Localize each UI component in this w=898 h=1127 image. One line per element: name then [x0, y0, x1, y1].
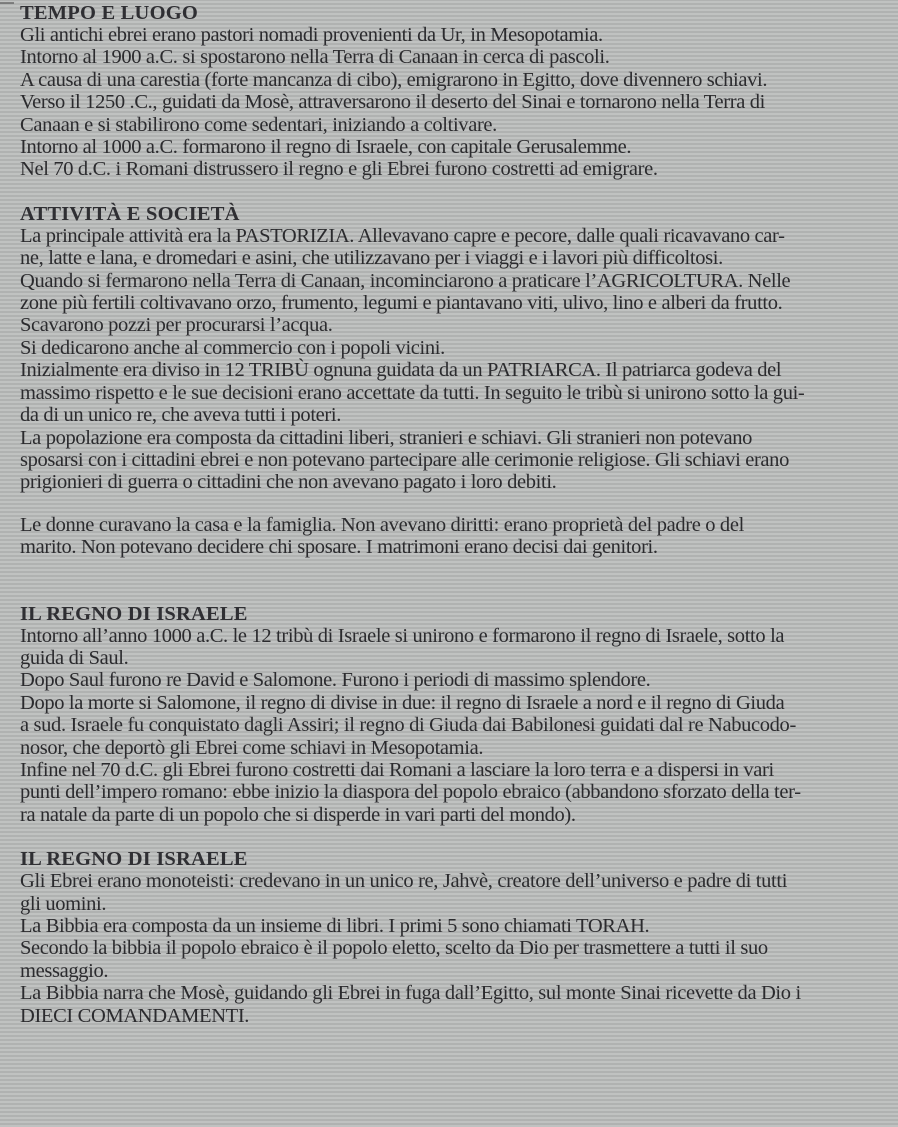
- text-line: Gli Ebrei erano monoteisti: credevano in un unico re, Jahvè, creatore dell’universo e padre di tutti: [20, 870, 788, 893]
- text-line: La Bibbia narra che Mosè, guidando gli Ebrei in fuga dall’Egitto, sul monte Sinai ricevette da Dio i: [20, 982, 801, 1005]
- text-line: Secondo la bibbia il popolo ebraico è il popolo eletto, scelto da Dio per trasmettere a tutti il suo: [20, 937, 768, 960]
- text-line: Scavarono pozzi per procurarsi l’acqua.: [20, 314, 333, 337]
- text-line: zone più fertili coltivavano orzo, frumento, legumi e piantavano viti, ulivo, lino e alberi da frutto.: [20, 292, 783, 315]
- text-line: Dopo Saul furono re David e Salomone. Furono i periodi di massimo splendore.: [20, 669, 651, 692]
- text-line: a sud. Israele fu conquistato dagli Assiri; il regno di Giuda dai Babilonesi guidati dal re Nabucodo-: [20, 714, 796, 737]
- text-line: Inizialmente era diviso in 12 TRIBÙ ognuna guidata da un PATRIARCA. Il patriarca godeva del: [20, 359, 782, 382]
- text-line: La principale attività era la PASTORIZIA. Allevavano capre e pecore, dalle quali ricavavano car-: [20, 224, 785, 247]
- section-title: ATTIVITÀ E SOCIETÀ: [20, 202, 240, 225]
- section-tempo-e-luogo: [20, 2, 886, 181]
- section-il-regno-di-israele: [20, 603, 886, 827]
- text-line: nosor, che deportò gli Ebrei come schiavi in Mesopotamia.: [20, 736, 484, 759]
- text-line: La popolazione era composta da cittadini liberi, stranieri e schiavi. Gli stranieri non potevano: [20, 426, 753, 449]
- text-line: gli uomini.: [20, 892, 107, 915]
- text-line: Canaan e si stabilirono come sedentari, iniziando a coltivare.: [20, 113, 497, 136]
- text-line: Si dedicarono anche al commercio con i popoli vicini.: [20, 336, 445, 359]
- text-line: DIECI COMANDAMENTI.: [20, 1004, 250, 1027]
- section-body: [20, 24, 886, 181]
- text-line: Intorno al 1900 a.C. si spostarono nella Terra di Canaan in cerca di pascoli.: [20, 46, 610, 69]
- text-line: Intorno al 1000 a.C. formarono il regno di Israele, con capitale Gerusalemme.: [20, 136, 632, 159]
- corner-mark-icon: [0, 0, 20, 20]
- text-line: Infine nel 70 d.C. gli Ebrei furono costretti dai Romani a lasciare la loro terra e a dispersi in vari: [20, 758, 774, 781]
- text-line: ra natale da parte di un popolo che si disperde in vari parti del mondo).: [20, 803, 576, 826]
- section-religione: [20, 848, 886, 1027]
- text-line: messaggio.: [20, 959, 109, 982]
- text-line: A causa di una carestia (forte mancanza di cibo), emigrarono in Egitto, dove divennero schiavi.: [20, 68, 768, 91]
- section-title: TEMPO E LUOGO: [20, 2, 199, 24]
- section-title: IL REGNO DI ISRAELE: [20, 848, 248, 871]
- text-line: Quando si fermarono nella Terra di Canaan, incominciarono a praticare l’AGRICOLTURA. Nelle: [20, 269, 791, 292]
- text-line: La Bibbia era composta da un insieme di libri. I primi 5 sono chiamati TORAH.: [20, 915, 650, 937]
- text-line: guida di Saul.: [20, 646, 129, 669]
- text-line: marito. Non potevano decidere chi sposare. I matrimoni erano decisi dai genitori.: [20, 536, 658, 559]
- text-line: punti dell’impero romano: ebbe inizio la diaspora del popolo ebraico (abbandono sforzato della ter-: [20, 781, 801, 804]
- text-line: Le donne curavano la casa e la famiglia. Non avevano diritti: erano proprietà del padre o del: [20, 513, 744, 536]
- section-body: [20, 225, 886, 559]
- text-line: prigionieri di guerra o cittadini che non avevano pagato i loro debiti.: [20, 471, 557, 494]
- text-line: Gli antichi ebrei erano pastori nomadi provenienti da Ur, in Mesopotamia.: [20, 24, 603, 46]
- text-line: Nel 70 d.C. i Romani distrussero il regno e gli Ebrei furono costretti ad emigrare.: [20, 158, 658, 181]
- text-line: da di un unico re, che aveva tutti i poteri.: [20, 404, 342, 427]
- text-line: massimo rispetto e le sue decisioni erano accettate da tutti. In seguito le tribù si unirono sotto la gui-: [20, 381, 805, 404]
- text-line: Verso il 1250 .C., guidati da Mosè, attraversarono il deserto del Sinai e tornarono nella Terra di: [20, 91, 765, 114]
- text-line: sposarsi con i cittadini ebrei e non potevano partecipare alle cerimonie religiose. Gli schiavi erano: [20, 448, 789, 471]
- section-body: [20, 870, 886, 1027]
- text-line: Intorno all’anno 1000 a.C. le 12 tribù di Israele si unirono e formarono il regno di Israele, sotto la: [20, 624, 785, 647]
- section-title: IL REGNO DI ISRAELE: [20, 602, 248, 625]
- text-line: Dopo la morte si Salomone, il regno di divise in due: il regno di Israele a nord e il regno di Giuda: [20, 691, 785, 714]
- text-line: ne, latte e lana, e dromedari e asini, che utilizzavano per i viaggi e i lavori più difficoltosi.: [20, 247, 723, 270]
- section-attivita-e-societa: [20, 203, 886, 559]
- section-body: [20, 625, 886, 827]
